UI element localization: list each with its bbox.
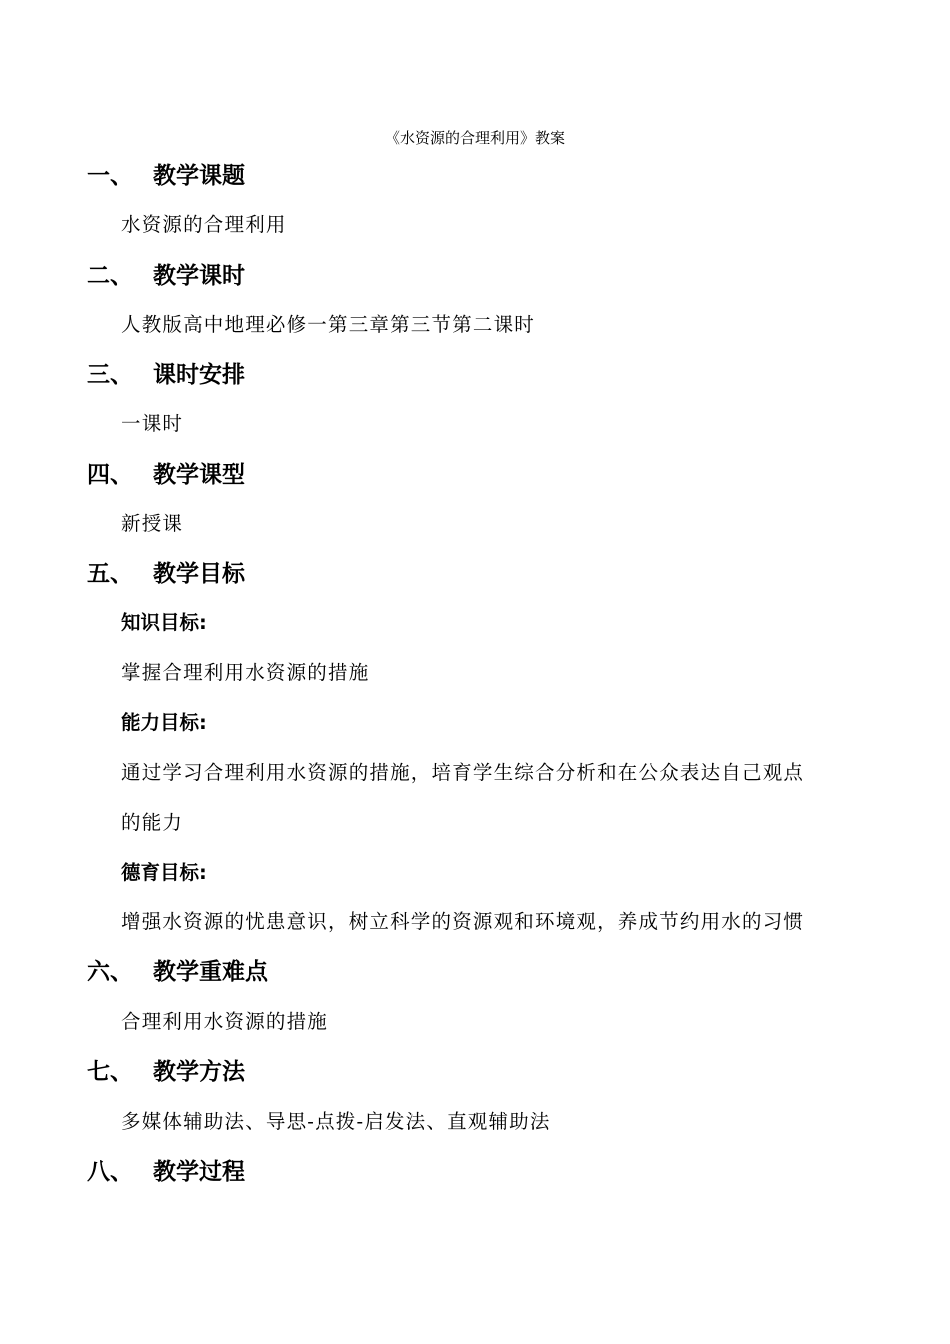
section-8-title: 教学过程 xyxy=(153,1159,245,1185)
section-7-title: 教学方法 xyxy=(153,1059,245,1085)
section-4-title: 教学课型 xyxy=(153,462,245,488)
section-1-number: 一、 xyxy=(87,163,133,189)
section-6-number: 六、 xyxy=(87,959,133,985)
section-4-body: 新授课 xyxy=(121,512,184,535)
section-3-title: 课时安排 xyxy=(153,362,245,388)
section-4-heading xyxy=(87,458,245,492)
section-8-number: 八、 xyxy=(87,1159,133,1185)
section-2-body: 人教版高中地理必修一第三章第三节第二课时 xyxy=(121,313,536,336)
section-5-heading xyxy=(87,557,245,591)
section-1-title: 教学课题 xyxy=(153,163,245,189)
section-1-body: 水资源的合理利用 xyxy=(121,213,287,236)
ability-goal-label: 能力目标: xyxy=(121,711,207,734)
section-2-heading xyxy=(87,259,245,293)
ability-goal-text-line-1: 通过学习合理利用水资源的措施，培育学生综合分析和在公众表达自己观点 xyxy=(121,761,805,784)
section-2-number: 二、 xyxy=(87,263,133,289)
section-3-body: 一课时 xyxy=(121,412,184,435)
section-2-title: 教学课时 xyxy=(153,263,245,289)
section-7-number: 七、 xyxy=(87,1059,133,1085)
knowledge-goal-label: 知识目标: xyxy=(121,611,207,634)
section-6-title: 教学重难点 xyxy=(153,959,268,985)
section-5-title: 教学目标 xyxy=(153,561,245,587)
section-7-heading xyxy=(87,1055,245,1089)
section-1-heading xyxy=(87,159,245,193)
knowledge-goal-text: 掌握合理利用水资源的措施 xyxy=(121,661,370,684)
ability-goal-text-line-2: 的能力 xyxy=(121,811,184,834)
document-title: 《水资源的合理利用》教案 xyxy=(384,129,565,147)
section-3-number: 三、 xyxy=(87,362,133,388)
section-4-number: 四、 xyxy=(87,462,133,488)
section-3-heading xyxy=(87,358,245,392)
moral-goal-text: 增强水资源的忧患意识，树立科学的资源观和环境观，养成节约用水的习惯 xyxy=(121,910,805,933)
section-6-body: 合理利用水资源的措施 xyxy=(121,1010,329,1033)
moral-goal-label: 德育目标: xyxy=(121,861,207,884)
section-7-body: 多媒体辅助法、导思-点拨-启发法、直观辅助法 xyxy=(121,1110,551,1133)
section-6-heading xyxy=(87,955,268,989)
section-5-number: 五、 xyxy=(87,561,133,587)
section-8-heading xyxy=(87,1155,245,1189)
